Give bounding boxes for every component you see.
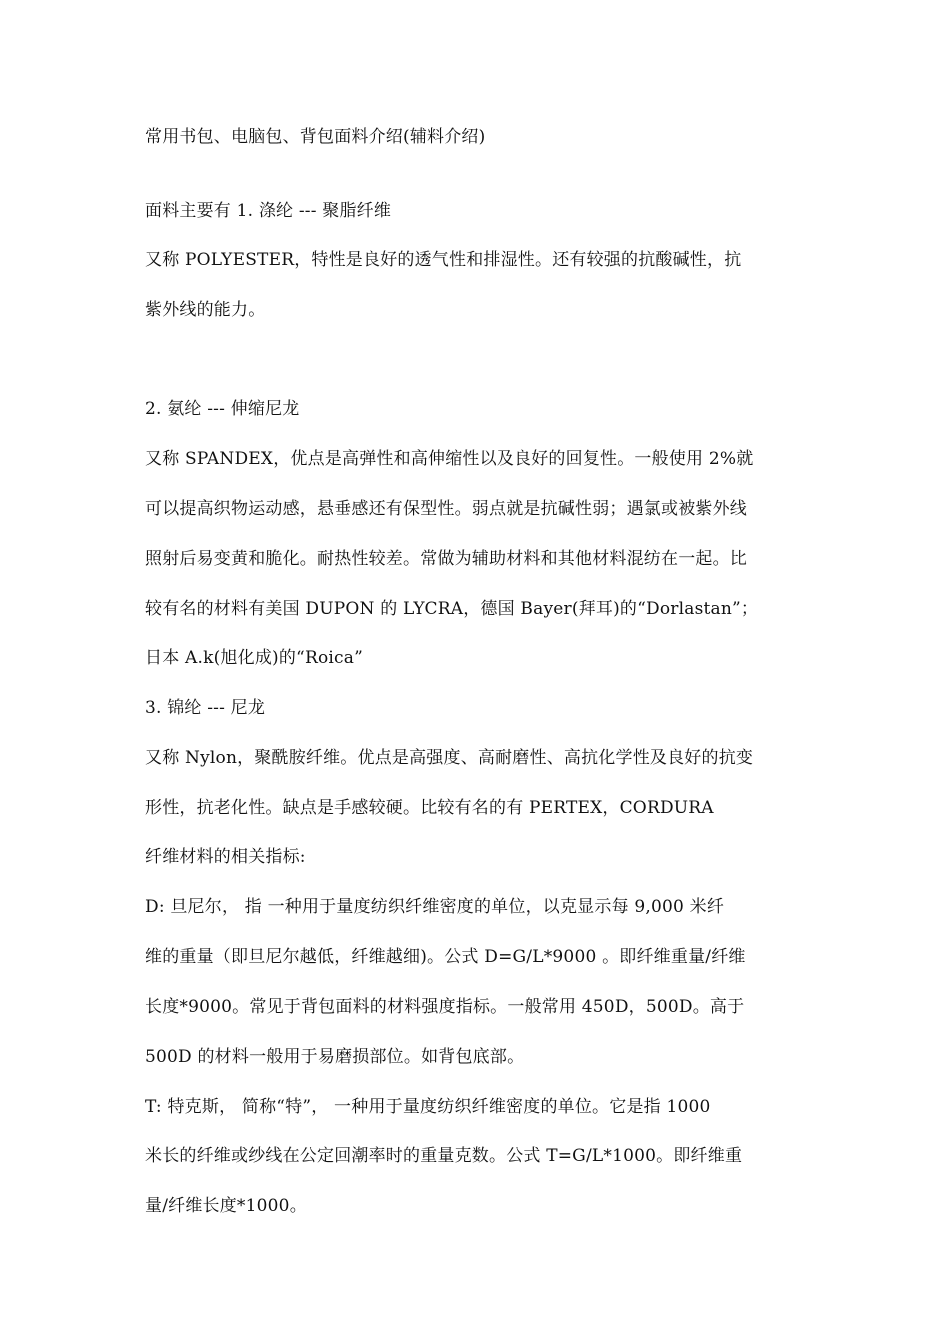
- indicators-heading: 纤维材料的相关指标:: [145, 847, 306, 867]
- nylon-text-line: 形性，抗老化性。缺点是手感较硬。比较有名的有 PERTEX，CORDURA: [145, 798, 714, 818]
- tex-text-line: 量/纤维长度*1000。: [145, 1196, 307, 1216]
- tex-text-line: T: 特克斯， 简称“特”， 一种用于量度纺织纤维密度的单位。它是指 1000: [145, 1097, 711, 1117]
- spandex-text-line: 较有名的材料有美国 DUPON 的 LYCRA，德国 Bayer(拜耳)的“Dorlastan”；: [145, 599, 759, 619]
- fabric-intro-heading: 面料主要有 1. 涤纶 --- 聚脂纤维: [145, 201, 392, 221]
- spandex-text-line: 又称 SPANDEX，优点是高弹性和高伸缩性以及良好的回复性。一般使用 2%就: [145, 449, 754, 469]
- spandex-text-line: 日本 A.k(旭化成)的“Roica”: [145, 648, 363, 668]
- polyester-text-line: 又称 POLYESTER，特性是良好的透气性和排湿性。还有较强的抗酸碱性，抗: [145, 250, 742, 270]
- polyester-text-line: 紫外线的能力。: [145, 300, 266, 320]
- denier-text-line: 长度*9000。常见于背包面料的材料强度指标。一般常用 450D，500D。高于: [145, 997, 745, 1017]
- denier-text-line: 维的重量（即旦尼尔越低，纤维越细)。公式 D=G/L*9000 。即纤维重量/纤维: [145, 947, 746, 967]
- spandex-text-line: 照射后易变黄和脆化。耐热性较差。常做为辅助材料和其他材料混纺在一起。比: [145, 549, 747, 569]
- spandex-heading: 2. 氨纶 --- 伸缩尼龙: [145, 399, 300, 419]
- nylon-text-line: 又称 Nylon，聚酰胺纤维。优点是高强度、高耐磨性、高抗化学性及良好的抗变: [145, 748, 754, 768]
- nylon-heading: 3. 锦纶 --- 尼龙: [145, 698, 266, 718]
- document-title: 常用书包、电脑包、背包面料介绍(辅料介绍): [145, 127, 486, 147]
- denier-text-line: 500D 的材料一般用于易磨损部位。如背包底部。: [145, 1047, 525, 1067]
- tex-text-line: 米长的纤维或纱线在公定回潮率时的重量克数。公式 T=G/L*1000。即纤维重: [145, 1146, 743, 1166]
- spandex-text-line: 可以提高织物运动感，悬垂感还有保型性。弱点就是抗碱性弱；遇氯或被紫外线: [145, 499, 747, 519]
- denier-text-line: D: 旦尼尔， 指 一种用于量度纺织纤维密度的单位，以克显示每 9,000 米纤: [145, 897, 725, 917]
